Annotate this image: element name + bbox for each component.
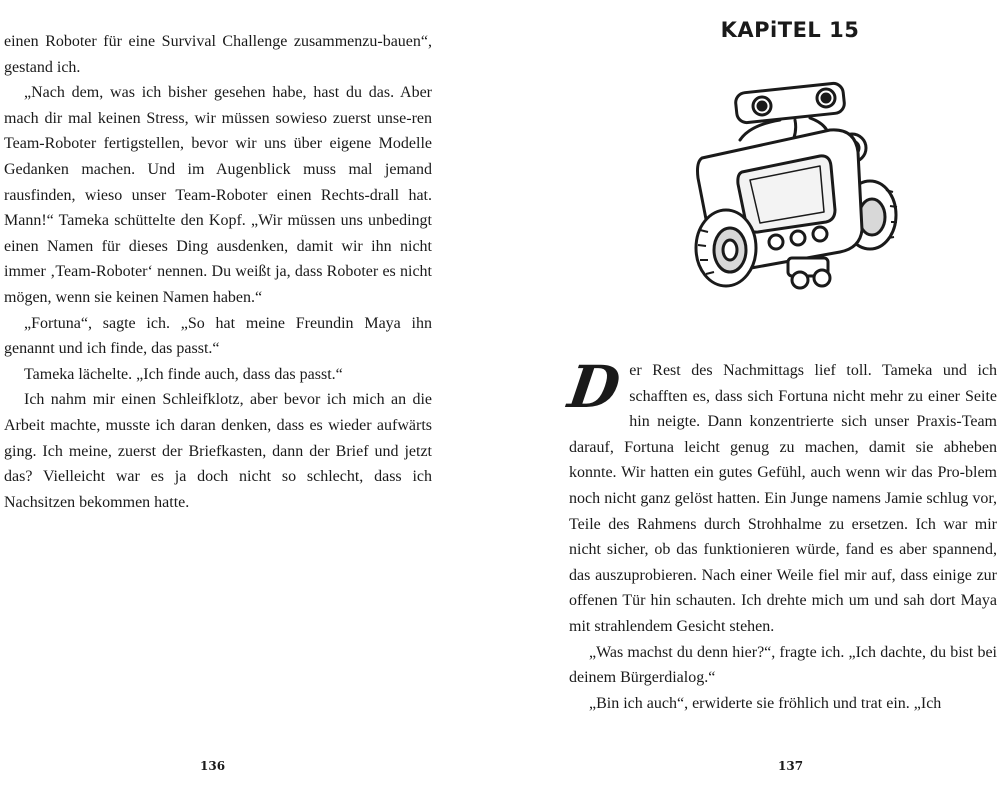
page-number: 137 (778, 759, 804, 773)
opening-paragraph (564, 353, 997, 640)
left-page-text (4, 29, 432, 515)
paragraph: einen Roboter für eine Survival Challenge zusammenzu-bauen“, gestand ich. (4, 33, 432, 76)
opening-paragraph-text: er Rest des Nachmittags lief toll. Tameka und ich schafften es, dass sich Fortuna nicht mehr zu einer Seite hin neigte. Dann konzentrierte sich unser Praxis-Team darauf, Fortuna leicht genug zu machen, damit sie abheben konnte. Wir hatten ein gutes Gefühl, auch wenn wir das Pro-blem noch nicht ganz gelöst hatten. Ein Junge namens Jamie schlug vor, Teile des Rahmens durch Strohhalme zu ersetzen. Ich war mir nicht sicher, ob das funktionieren würde, fand es aber spannend, das auszuprobieren. Nach einer Weile fiel mir auf, dass einige zur offenen Tür hin schauten. Ich drehte mich um und sah dort Maya mit strahlendem Gesicht stehen. (569, 362, 997, 635)
paragraph: „Was machst du denn hier?“, fragte ich. „Ich dachte, du bist bei deinem Bürgerdialog.“ (569, 643, 997, 687)
paragraph: Tameka lächelte. „Ich finde auch, dass das passt.“ (24, 365, 343, 383)
paragraph: „Bin ich auch“, erwiderte sie fröhlich und trat ein. „Ich (589, 694, 942, 712)
paragraph: „Fortuna“, sagte ich. „So hat meine Freundin Maya ihn genannt und ich finde, das passt.“ (4, 314, 432, 358)
drop-cap: D (564, 353, 625, 421)
page-number: 136 (200, 759, 226, 773)
right-page-text (564, 353, 997, 716)
right-page (500, 0, 1000, 800)
paragraph: „Nach dem, was ich bisher gesehen habe, hast du das. Aber mach dir mal keinen Stress, wir müssen sowieso zuerst unse-ren Team-Roboter fertigstellen, bevor wir uns über eigene Modelle Gedanken machen. Und im Augenblick muss mal jemand rausfinden, wieso unser Team-Roboter einen Rechts-drall hat. Mann!“ Tameka schüttelte den Kopf. „Wir müssen uns unbedingt einen Namen für dieses Ding ausdenken, damit wir ihn nicht immer ‚Team-Roboter‘ nennen. Du weißt ja, dass Roboter es nicht mögen, wenn sie keinen Namen haben.“ (4, 84, 432, 306)
chapter-title: KAPiTEL 15 (720, 18, 860, 42)
robot-illustration-icon (680, 80, 900, 295)
paragraph: Ich nahm mir einen Schleifklotz, aber bevor ich mich an die Arbeit machte, musste ich daran denken, dass es wieder aufwärts ging. Ich meine, zuerst der Briefkasten, dann der Brief und jetzt das? Vielleicht war es ja doch nicht so schlecht, dass ich Nachsitzen bekommen hatte. (4, 391, 432, 511)
